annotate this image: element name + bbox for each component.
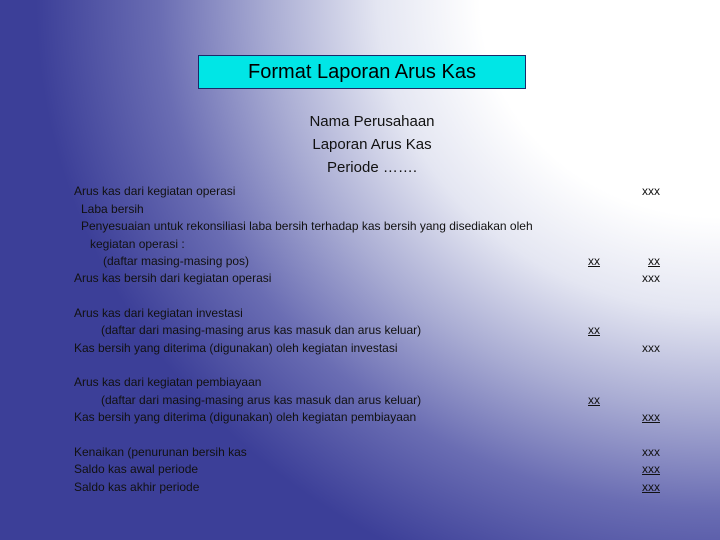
row-adjustments <box>74 217 674 235</box>
row-label: Kas bersih yang diterima (digunakan) oleh kegiatan pembiayaan <box>74 410 417 424</box>
row-label: (daftar masing-masing pos) <box>103 254 250 268</box>
report-name: Laporan Arus Kas <box>312 136 432 153</box>
row-operating-header <box>74 182 674 200</box>
amount-total: xxx <box>642 480 660 494</box>
row-opening-balance <box>74 460 674 478</box>
row-label: Laba bersih <box>81 202 144 216</box>
amount-total: xxx <box>642 410 660 424</box>
amount-detail: xx <box>588 393 600 407</box>
row-label: Saldo kas akhir periode <box>74 480 200 494</box>
amount-total: xxx <box>642 341 660 355</box>
row-label: Arus kas dari kegiatan operasi <box>74 184 236 198</box>
row-investing-header <box>74 304 674 322</box>
report-period: Periode ……. <box>326 159 418 176</box>
slide-title: Format Laporan Arus Kas <box>198 55 526 89</box>
row-label: Arus kas dari kegiatan investasi <box>74 306 243 320</box>
row-investing-items <box>74 321 674 339</box>
row-label: Kenaikan (penurunan bersih kas <box>74 445 247 459</box>
amount-detail: xx <box>588 323 600 337</box>
row-financing-header <box>74 373 674 391</box>
row-label: kegiatan operasi : <box>90 237 185 251</box>
row-operating-net <box>74 269 674 287</box>
amount-total: xx <box>648 254 660 268</box>
row-net-change <box>74 443 674 461</box>
row-label: (daftar dari masing-masing arus kas masuk dan arus keluar) <box>101 393 422 407</box>
company-name: Nama Perusahaan <box>309 113 435 130</box>
row-financing-net <box>74 408 674 426</box>
amount-total: xxx <box>642 271 660 285</box>
row-financing-items <box>74 391 674 409</box>
row-label: Saldo kas awal periode <box>74 462 199 476</box>
row-net-income <box>74 200 674 218</box>
row-label: (daftar dari masing-masing arus kas masuk dan arus keluar) <box>101 323 422 337</box>
row-label: Arus kas dari kegiatan pembiayaan <box>74 375 262 389</box>
row-closing-balance <box>74 478 674 496</box>
row-label: Arus kas bersih dari kegiatan operasi <box>74 271 272 285</box>
amount-total: xxx <box>642 184 660 198</box>
row-label: Penyesuaian untuk rekonsiliasi laba bersih terhadap kas bersih yang disediakan oleh <box>81 219 533 233</box>
amount-total: xxx <box>642 462 660 476</box>
row-investing-net <box>74 339 674 357</box>
row-operating-items <box>74 252 674 270</box>
amount-total: xxx <box>642 445 660 459</box>
amount-detail: xx <box>588 254 600 268</box>
row-label: Kas bersih yang diterima (digunakan) oleh kegiatan investasi <box>74 341 398 355</box>
row-adjustments-cont <box>74 235 674 253</box>
